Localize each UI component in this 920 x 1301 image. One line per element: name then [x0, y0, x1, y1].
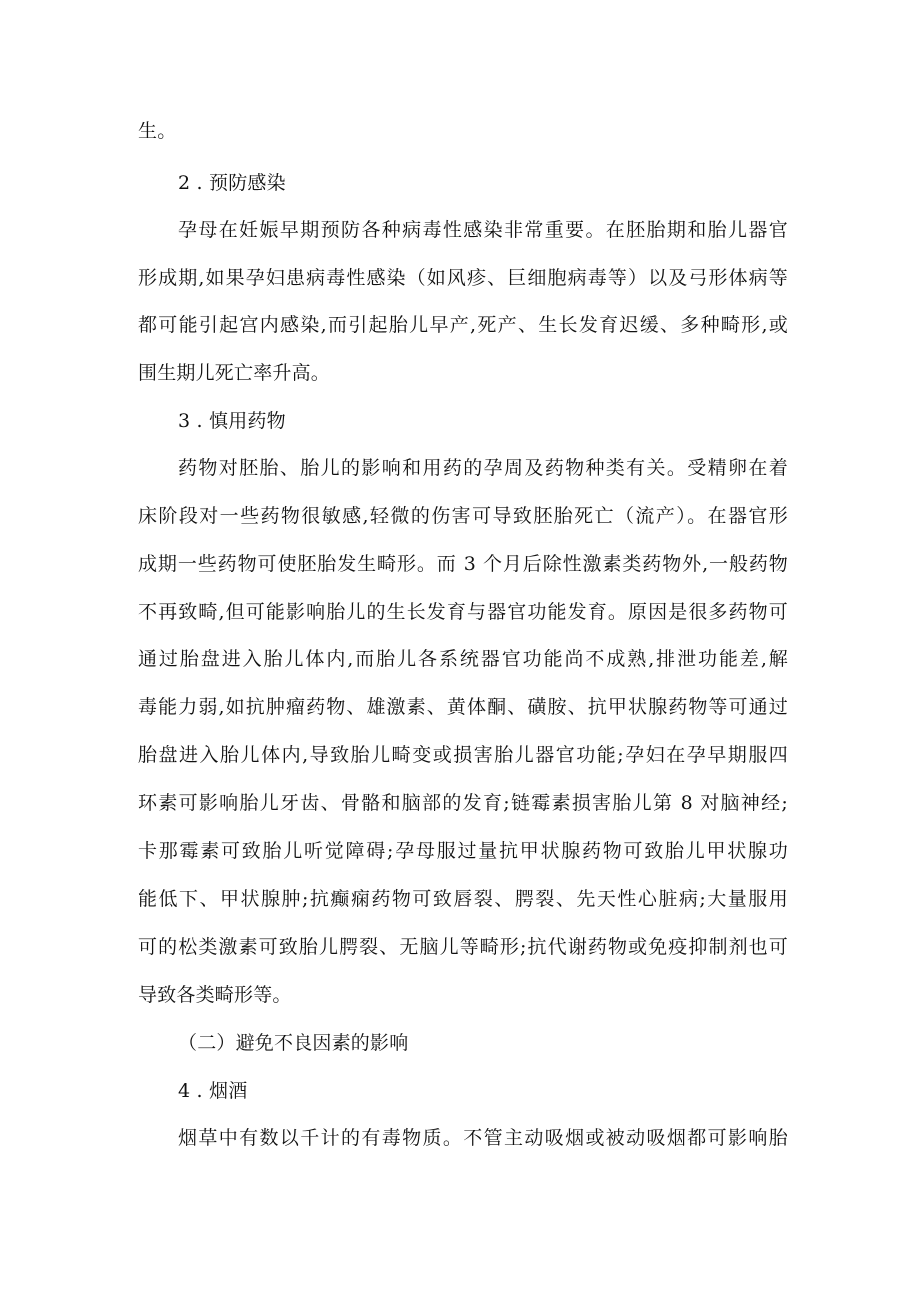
- heading-avoid-adverse-factors: （二）避免不良因素的影响: [178, 1032, 409, 1054]
- paragraph-line: 都可能引起宫内感染,而引起胎儿早产,死产、生长发育迟缓、多种畸形,或: [138, 314, 788, 336]
- paragraph-line: 不再致畸,但可能影响胎儿的生长发育与器官功能发育。原因是很多药物可: [138, 601, 788, 623]
- paragraph-line: 可的松类激素可致胎儿腭裂、无脑儿等畸形;抗代谢药物或免疫抑制剂也可: [138, 936, 788, 958]
- heading-prevent-infection: 2 . 预防感染: [178, 172, 286, 194]
- paragraph-line: 卡那霉素可致胎儿听觉障碍;孕母服过量抗甲状腺药物可致胎儿甲状腺功: [138, 840, 788, 862]
- paragraph-line: 能低下、甲状腺肿;抗癫痫药物可致唇裂、腭裂、先天性心脏病;大量服用: [138, 888, 788, 910]
- paragraph-line: 胎盘进入胎儿体内,导致胎儿畸变或损害胎儿器官功能;孕妇在孕早期服四: [138, 744, 788, 766]
- heading-careful-medication: 3 . 慎用药物: [178, 410, 286, 432]
- heading-tobacco-alcohol: 4 . 烟酒: [178, 1080, 248, 1102]
- paragraph-line: 形成期,如果孕妇患病毒性感染（如风疹、巨细胞病毒等）以及弓形体病等: [138, 267, 788, 289]
- paragraph-line: 床阶段对一些药物很敏感,轻微的伤害可导致胚胎死亡（流产）。在器官形: [138, 505, 788, 527]
- paragraph-line: 药物对胚胎、胎儿的影响和用药的孕周及药物种类有关。受精卵在着: [178, 457, 788, 479]
- paragraph-line: 围生期儿死亡率升高。: [138, 362, 331, 384]
- paragraph-line: 孕母在妊娠早期预防各种病毒性感染非常重要。在胚胎期和胎儿器官: [178, 219, 788, 241]
- paragraph-line: 导致各类畸形等。: [138, 984, 292, 1006]
- paragraph-line: 烟草中有数以千计的有毒物质。不管主动吸烟或被动吸烟都可影响胎: [178, 1127, 788, 1149]
- paragraph-line: 环素可影响胎儿牙齿、骨骼和脑部的发育;链霉素损害胎儿第 8 对脑神经;: [138, 792, 788, 814]
- paragraph-line: 成期一些药物可使胚胎发生畸形。而 3 个月后除性激素类药物外,一般药物: [138, 553, 788, 575]
- paragraph-line: 通过胎盘进入胎儿体内,而胎儿各系统器官功能尚不成熟,排泄功能差,解: [138, 648, 788, 670]
- continuation-text: 生。: [138, 120, 177, 142]
- paragraph-line: 毒能力弱,如抗肿瘤药物、雄激素、黄体酮、磺胺、抗甲状腺药物等可通过: [138, 696, 788, 718]
